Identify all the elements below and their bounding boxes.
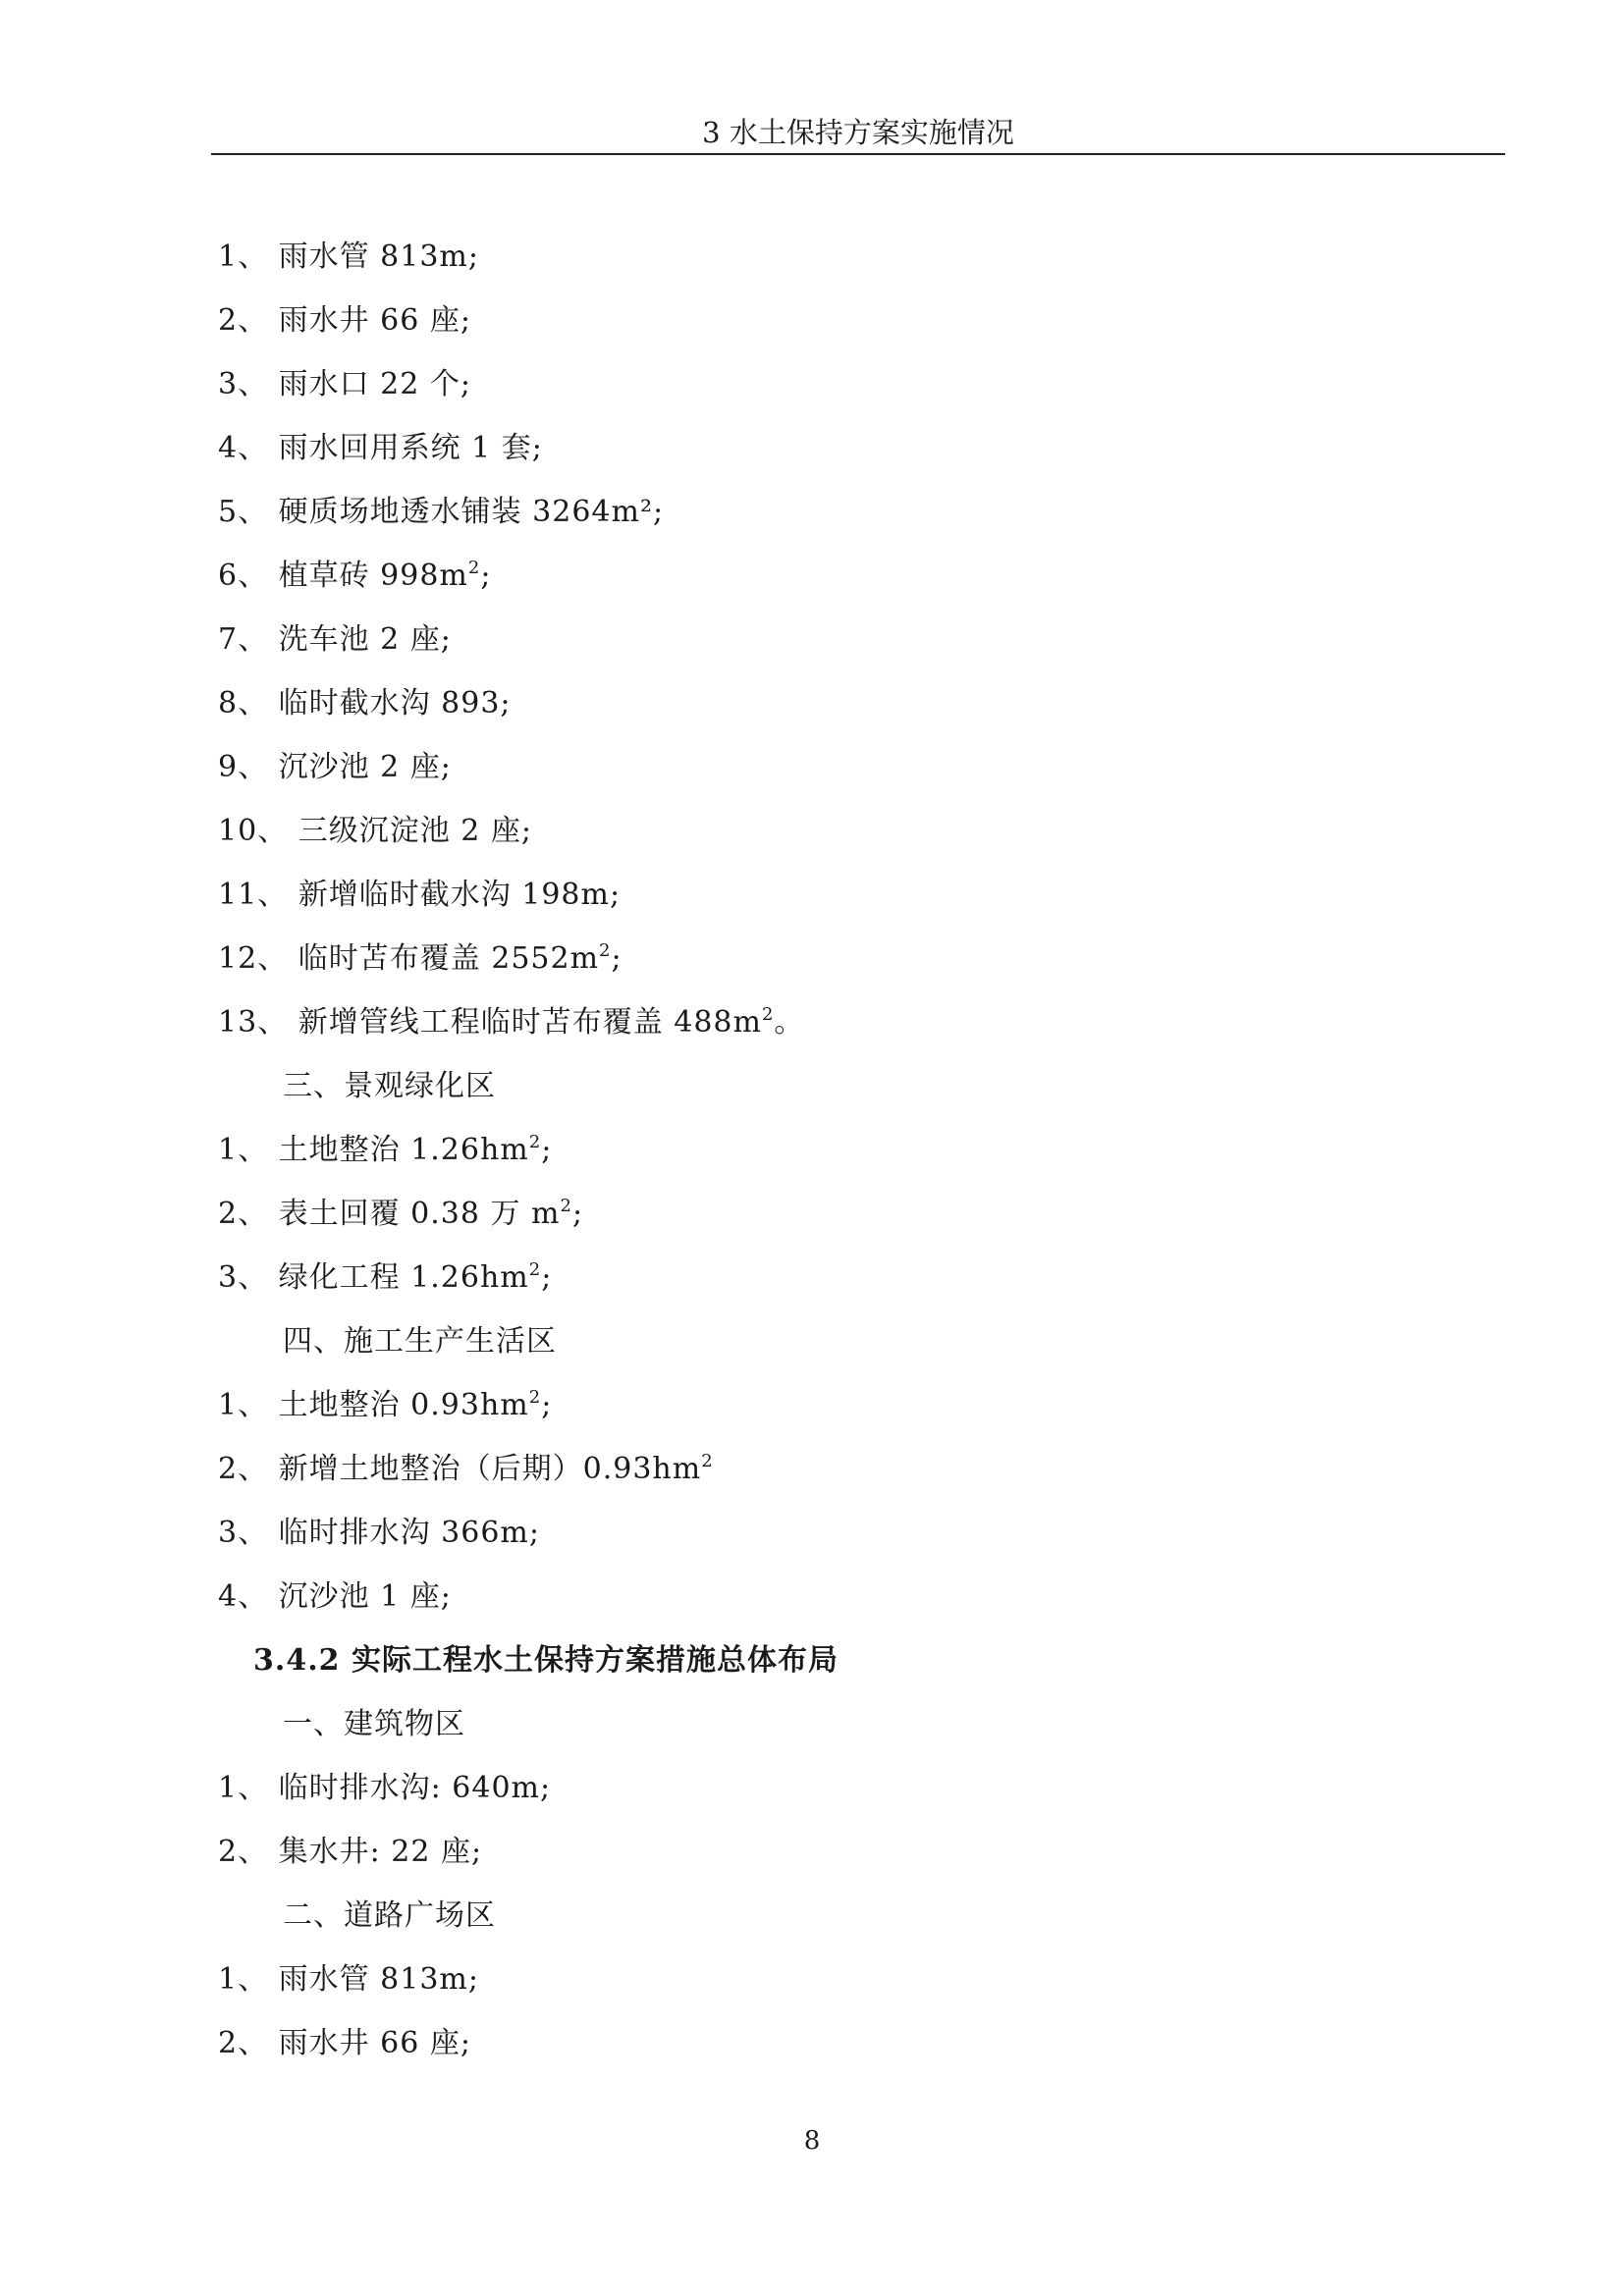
running-header: 3 水土保持方案实施情况 [702, 116, 1014, 149]
list-item: 2、 集水井: 22 座; [218, 1835, 483, 1869]
subsection-heading: 四、施工生产生活区 [283, 1324, 557, 1359]
subsection-heading: 一、建筑物区 [283, 1707, 465, 1741]
list-item: 2、 新增土地整治（后期）$0.93hm^2$ [218, 1451, 714, 1486]
list-item: 3、 雨水口 22 个; [218, 367, 471, 401]
list-item: 9、 沉沙池 2 座; [218, 750, 452, 784]
list-item: 2、 表土回覆 0.38 万 $m^2$; [218, 1196, 584, 1231]
list-item: 6、 植草砖 $998m^2$; [218, 558, 492, 593]
list-item: 4、 雨水回用系统 1 套; [218, 431, 543, 465]
list-item: 13、 新增管线工程临时苫布覆盖 $488m^2$。 [218, 1004, 805, 1040]
list-item: 12、 临时苫布覆盖 $2552m^2$; [218, 940, 623, 976]
subsection-heading: 二、道路广场区 [283, 1898, 496, 1933]
list-item: 11、 新增临时截水沟 198m; [218, 878, 622, 912]
list-item: 7、 洗车池 2 座; [218, 622, 452, 657]
subsection-heading: 三、景观绿化区 [283, 1069, 496, 1103]
list-item: 1、 雨水管 813m; [218, 1962, 479, 1997]
list-item: 1、 土地整治 $1.26hm^2$; [218, 1132, 553, 1167]
list-item: 2、 雨水井 66 座; [218, 303, 471, 338]
list-item: 5、 硬质场地透水铺装 3264m²; [218, 495, 665, 529]
list-item: 3、 临时排水沟 366m; [218, 1516, 540, 1550]
list-item: 4、 沉沙池 1 座; [218, 1579, 452, 1614]
list-item: 8、 临时截水沟 893; [218, 686, 512, 721]
list-item: 2、 雨水井 66 座; [218, 2026, 471, 2060]
page-number: 8 [803, 2126, 821, 2156]
list-item: 3、 绿化工程 $1.26hm^2$; [218, 1259, 553, 1295]
header-rule [211, 153, 1505, 155]
list-item: 1、 土地整治 $0.93hm^2$; [218, 1387, 553, 1422]
list-item: 1、 临时排水沟: 640m; [218, 1771, 552, 1805]
section-heading: 3.4.2 实际工程水土保持方案措施总体布局 [253, 1643, 839, 1678]
list-item: 1、 雨水管 813m; [218, 240, 479, 274]
list-item: 10、 三级沉淀池 2 座; [218, 814, 532, 848]
